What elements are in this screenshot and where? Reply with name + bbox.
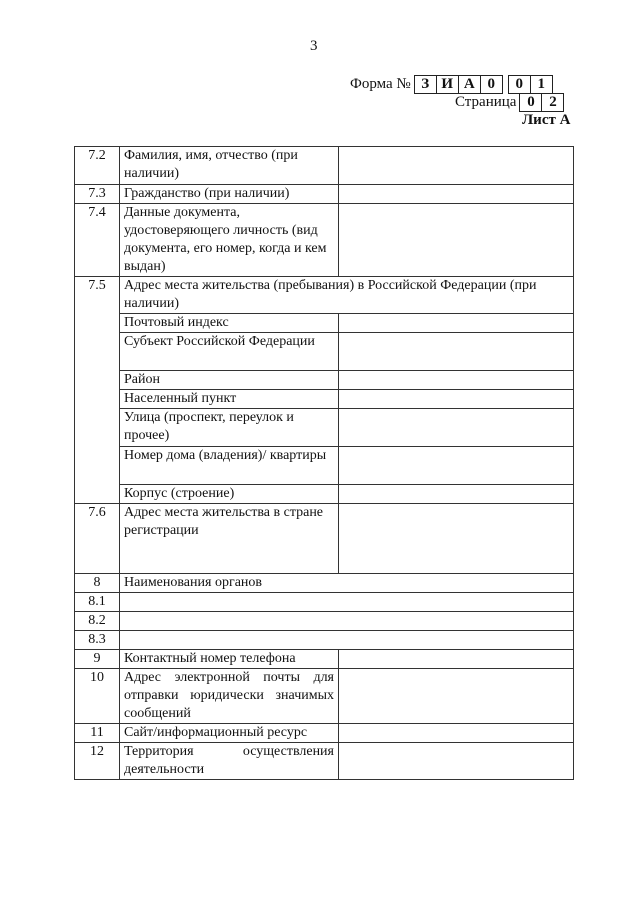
page-cell: 2 (541, 93, 564, 112)
row-number: 8 (75, 574, 120, 593)
row-number: 7.6 (75, 504, 120, 574)
row-label: Адрес электронной почты для отправки юридически значимых сообщений (120, 669, 339, 724)
address-sub-label: Субъект Российской Федерации (120, 333, 339, 371)
row-label: Контактный номер телефона (120, 650, 339, 669)
address-sub-label: Населенный пункт (120, 390, 339, 409)
address-sub-label: Улица (проспект, переулок и прочее) (120, 409, 339, 447)
table-row (75, 743, 574, 780)
page-cell: 0 (519, 93, 542, 112)
page-indicator (455, 93, 564, 112)
table-row (75, 147, 574, 185)
form-code-cell: 1 (530, 75, 553, 94)
value-cell[interactable] (120, 593, 574, 612)
value-cell[interactable] (120, 631, 574, 650)
page-label: Страница (455, 94, 517, 110)
address-sub-label: Почтовый индекс (120, 314, 339, 333)
value-cell[interactable] (339, 650, 574, 669)
form-code-cell: 0 (480, 75, 503, 94)
table-row (75, 612, 574, 631)
value-cell[interactable] (339, 371, 574, 390)
row-number: 9 (75, 650, 120, 669)
table-row (75, 650, 574, 669)
row-number: 7.5 (75, 277, 120, 504)
value-cell[interactable] (339, 390, 574, 409)
row-number: 11 (75, 724, 120, 743)
row-label: Гражданство (при наличии) (120, 185, 339, 204)
row-label: Сайт/информационный ресурс (120, 724, 339, 743)
table-row (75, 593, 574, 612)
row-number: 8.3 (75, 631, 120, 650)
value-cell[interactable] (339, 409, 574, 447)
row-label: Фамилия, имя, отчество (при наличии) (120, 147, 339, 185)
table-row (75, 185, 574, 204)
row-label: Адрес места жительства в стране регистрации (120, 504, 339, 574)
table-row (75, 409, 574, 447)
table-row (75, 669, 574, 724)
value-cell[interactable] (339, 447, 574, 485)
row-number: 12 (75, 743, 120, 780)
table-row (75, 390, 574, 409)
table-row (75, 314, 574, 333)
page-cells (520, 93, 564, 112)
table-row (75, 631, 574, 650)
row-number: 7.2 (75, 147, 120, 185)
address-sub-label: Номер дома (владения)/ квартиры (120, 447, 339, 485)
address-sub-label: Корпус (строение) (120, 485, 339, 504)
table-row (75, 724, 574, 743)
table-row (75, 333, 574, 371)
value-cell[interactable] (339, 333, 574, 371)
form-code-cell: 0 (508, 75, 531, 94)
value-cell[interactable] (339, 743, 574, 780)
sheet-label: Лист А (522, 112, 571, 128)
value-cell[interactable] (120, 612, 574, 631)
row-number: 8.2 (75, 612, 120, 631)
row-label: Данные документа, удостоверяющего личность (вид документа, его номер, когда и кем выдан) (120, 204, 339, 277)
value-cell[interactable] (339, 204, 574, 277)
address-sub-label: Район (120, 371, 339, 390)
value-cell[interactable] (339, 724, 574, 743)
form-table (74, 146, 574, 780)
row-number: 7.3 (75, 185, 120, 204)
row-number: 10 (75, 669, 120, 724)
form-code-cell: И (436, 75, 459, 94)
value-cell[interactable] (339, 314, 574, 333)
table-row (75, 504, 574, 574)
table-row (75, 485, 574, 504)
value-cell[interactable] (339, 485, 574, 504)
form-code-cell: З (414, 75, 437, 94)
value-cell[interactable] (339, 185, 574, 204)
row-number: 7.4 (75, 204, 120, 277)
value-cell[interactable] (339, 147, 574, 185)
value-cell[interactable] (339, 669, 574, 724)
row-label: Территория осуществления деятельности (120, 743, 339, 780)
table-row (75, 277, 574, 314)
row-label: Наименования органов (120, 574, 574, 593)
table-row (75, 204, 574, 277)
value-cell[interactable] (339, 504, 574, 574)
row-number: 8.1 (75, 593, 120, 612)
form-code-cells (415, 75, 553, 94)
form-label: Форма № (350, 76, 411, 92)
form-code-cell: А (458, 75, 481, 94)
table-row (75, 447, 574, 485)
page-number: 3 (310, 38, 318, 54)
row-label: Адрес места жительства (пребывания) в Российской Федерации (при наличии) (120, 277, 574, 314)
table-row (75, 574, 574, 593)
form-number (350, 75, 553, 94)
table-row (75, 371, 574, 390)
